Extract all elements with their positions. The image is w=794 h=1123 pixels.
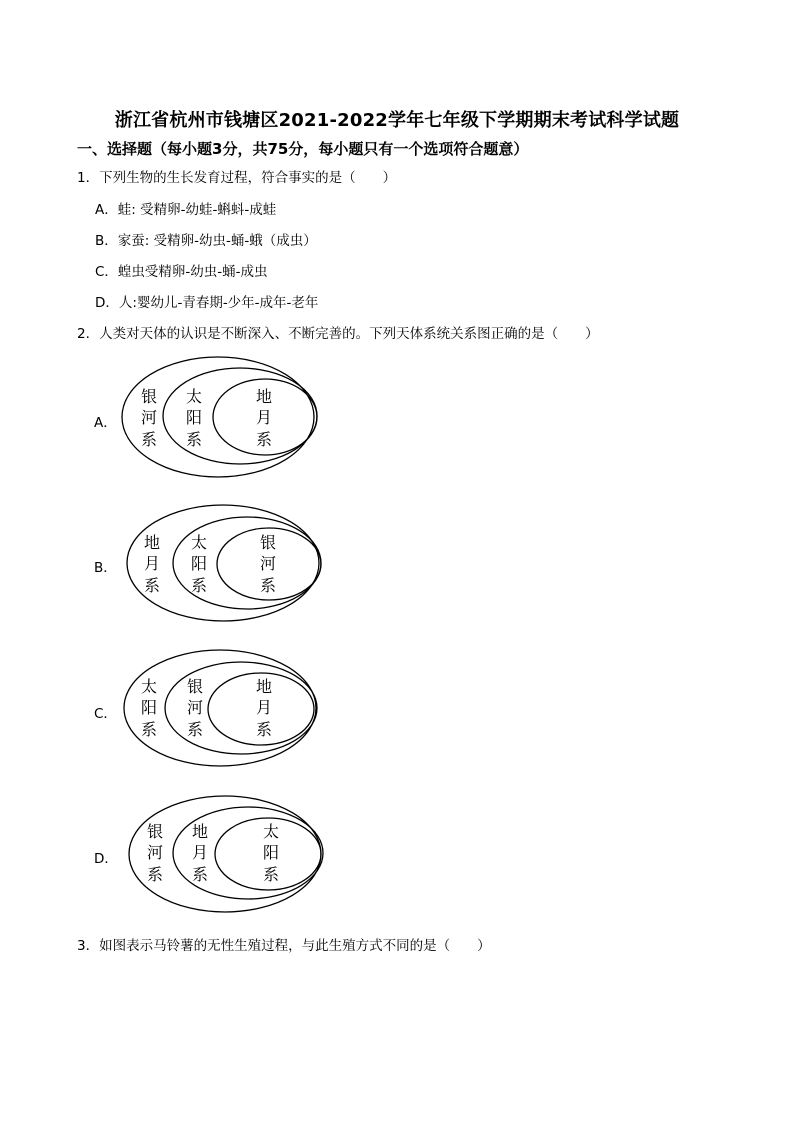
middle-label-1: 太	[186, 387, 203, 406]
question-2-option-a-label[interactable]: A．	[94, 415, 117, 431]
inner-label-3: 系	[256, 720, 273, 739]
inner-label-3: 系	[263, 865, 280, 884]
middle-label-3: 系	[192, 865, 209, 884]
outer-label-3: 系	[141, 720, 158, 739]
question-1-option-a[interactable]: A．蛙: 受精卵-幼蛙-蝌蚪-成蛙	[95, 202, 277, 218]
page-title: 浙江省杭州市钱塘区2021-2022学年七年级下学期期末考试科学试题	[114, 110, 680, 131]
question-2-stem: 2．人类对天体的认识是不断深入、不断完善的。下列天体系统关系图正确的是（ ）	[77, 326, 599, 342]
outer-label-2: 阳	[141, 698, 158, 717]
inner-label-3: 系	[260, 576, 277, 595]
question-2-option-b-label[interactable]: B．	[94, 560, 117, 576]
inner-label-1: 地	[256, 677, 273, 696]
inner-label-1: 地	[256, 387, 273, 406]
section-heading: 一、选择题（每小题3分，共75分，每小题只有一个选项符合题意）	[77, 140, 529, 158]
outer-label-2: 河	[141, 408, 158, 427]
outer-label-1: 银	[141, 387, 158, 406]
outer-label-1: 地	[144, 533, 161, 552]
question-2-option-a-diagram[interactable]	[120, 355, 325, 480]
middle-label-3: 系	[186, 430, 203, 449]
middle-label-3: 系	[187, 720, 204, 739]
middle-label-2: 月	[192, 843, 209, 862]
question-3-stem: 3．如图表示马铃薯的无性生殖过程，与此生殖方式不同的是（ ）	[77, 938, 491, 954]
middle-label-1: 银	[187, 677, 204, 696]
question-1-stem: 1．下列生物的生长发育过程，符合事实的是（ ）	[77, 170, 397, 186]
middle-label-1: 地	[192, 822, 209, 841]
middle-label-1: 太	[191, 533, 208, 552]
question-2-option-c-diagram[interactable]	[121, 647, 326, 772]
inner-label-3: 系	[256, 430, 273, 449]
inner-label-2: 阳	[263, 843, 280, 862]
question-1-option-b[interactable]: B．家蚕: 受精卵-幼虫-蛹-蛾（成虫）	[95, 233, 317, 249]
middle-label-2: 河	[187, 698, 204, 717]
question-1-option-d[interactable]: D．人:婴幼儿-青春期-少年-成年-老年	[95, 295, 319, 311]
question-2-option-d-diagram[interactable]	[128, 793, 333, 918]
question-1-option-c[interactable]: C．蝗虫受精卵-幼虫-蛹-成虫	[95, 264, 268, 280]
outer-label-1: 太	[141, 677, 158, 696]
outer-label-2: 月	[144, 554, 161, 573]
inner-label-1: 太	[263, 822, 280, 841]
middle-label-2: 阳	[191, 554, 208, 573]
middle-label-3: 系	[191, 576, 208, 595]
question-2-option-c-label[interactable]: C．	[94, 706, 117, 722]
question-2-option-d-label[interactable]: D．	[94, 851, 118, 867]
inner-label-1: 银	[260, 533, 277, 552]
outer-label-3: 系	[141, 430, 158, 449]
question-2-option-b-diagram[interactable]	[125, 503, 330, 628]
inner-label-2: 河	[260, 554, 277, 573]
outer-label-2: 河	[147, 843, 164, 862]
middle-label-2: 阳	[186, 408, 203, 427]
outer-label-3: 系	[144, 576, 161, 595]
outer-label-1: 银	[147, 822, 164, 841]
inner-label-2: 月	[256, 408, 273, 427]
inner-label-2: 月	[256, 698, 273, 717]
outer-label-3: 系	[147, 865, 164, 884]
